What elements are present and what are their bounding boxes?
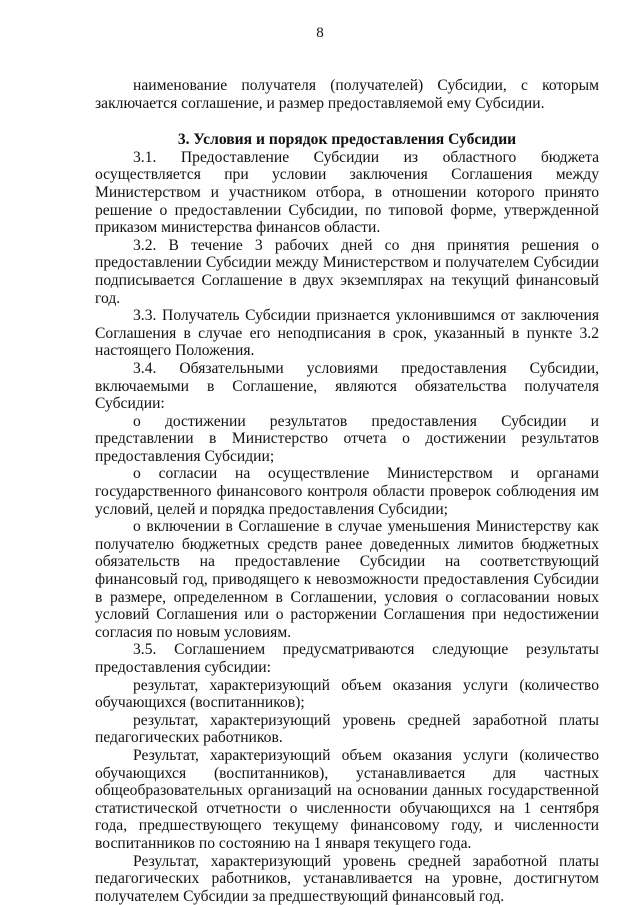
paragraph: 3.1. Предоставление Субсидии из областного бюджета осуществляется при условии заключения Соглашения между Министерством и участником отбора, в отношении которого принято решение о предоставлении Субсидии, по типовой форме, утвержденной приказом министерства финансов области.: [95, 148, 599, 237]
paragraph: результат, характеризующий объем оказания услуги (количество обучающихся (воспитанников);: [95, 676, 599, 712]
paragraph: результат, характеризующий уровень средней заработной платы педагогических работников.: [95, 711, 599, 747]
paragraph: о достижении результатов предоставления Субсидии и представлении в Министерство отчета о достижении результатов предоставления Субсидии;: [95, 412, 599, 465]
paragraph: 3.2. В течение 3 рабочих дней со дня принятия решения о предоставлении Субсидии между Министерством и получателем Субсидии подписывается Соглашение в двух экземплярах на текущий финансовый год.: [95, 236, 599, 307]
paragraph: 3.5. Соглашением предусматриваются следующие результаты предоставления субсидии:: [95, 641, 599, 676]
paragraph: 3.4. Обязательными условиями предоставления Субсидии, включаемыми в Соглашение, являются обязательства получателя Субсидии:: [95, 359, 599, 413]
document-body: [95, 77, 599, 905]
paragraph: наименование получателя (получателей) Субсидии, с которым заключается соглашение, и размер предоставляемой ему Субсидии.: [95, 77, 599, 112]
page-number: 8: [316, 25, 324, 41]
paragraph: о согласии на осуществление Министерством и органами государственного финансового контроля области проверок соблюдения им условий, целей и порядка предоставления Субсидии;: [95, 465, 599, 518]
section-heading: 3. Условия и порядок предоставления Субсидии: [177, 131, 517, 149]
paragraph: Результат, характеризующий уровень средней заработной платы педагогических работников, устанавливается на уровне, достигнутом получателем Субсидии за предшествующий финансовый год.: [95, 852, 599, 905]
paragraph: 3.3. Получатель Субсидии признается уклонившимся от заключения Соглашения в случае его неподписания в срок, указанный в пункте 3.2 настоящего Положения.: [95, 307, 599, 360]
paragraph: Результат, характеризующий объем оказания услуги (количество обучающихся (воспитанников), устанавливается для частных общеобразовательных организаций на основании данных государственной статистической отчетности о численности обучающихся на 1 сентября года, предшествующего текущему финансовому году, и численности воспитанников по состоянию на 1 января текущего года.: [95, 746, 599, 852]
paragraph: о включении в Соглашение в случае уменьшения Министерству как получателю бюджетных средств ранее доведенных лимитов бюджетных обязательств на предоставление Субсидии на соответствующий финансовый год, приводящего к невозможности предоставления Субсидии в размере, определенном в Соглашении, условия о согласовании новых условий Соглашения или о расторжении Соглашения при недостижении согласия по новым условиям.: [95, 518, 599, 641]
